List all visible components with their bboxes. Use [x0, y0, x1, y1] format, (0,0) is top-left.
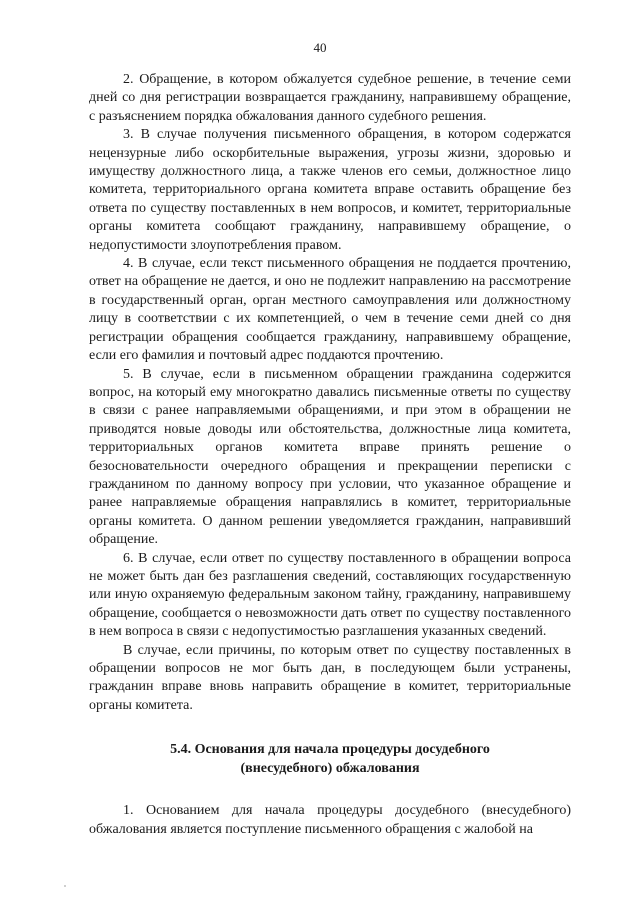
paragraph-5-4-1: 1. Основанием для начала процедуры досудебного (внесудебного) обжалования является поступление письменного обращения с жалобой на: [89, 803, 571, 837]
section-heading-line-2: (внесудебного) обжалования: [240, 761, 420, 777]
paragraph-4: 4. В случае, если текст письменного обращения не поддается прочтению, ответ на обращение не дается, и оно не подлежит направлению на рассмотрение в государственный орган, орган местного самоуправления или должностному лицу в соответствии с их компетенцией, о чем в течение семи дней со дня регистрации обращения сообщается гражданину, направившему обращение, если его фамилия и почтовый адрес поддаются прочтению.: [89, 256, 571, 364]
section-heading: [89, 740, 571, 778]
paragraph-6-continuation: В случае, если причины, по которым ответ по существу поставленных в обращении вопросов не мог быть дан, в последующем были устранены, гражданин вправе вновь направить обращение в комитет, территориальные органы комитета.: [89, 642, 571, 713]
paragraph-3: 3. В случае получения письменного обращения, в котором содержатся нецензурные либо оскорбительные выражения, угрозы жизни, здоровью и имуществу должностного лица, а также членов его семьи, должностное лицо комитета, территориального органа комитета вправе оставить обращение без ответа по существу поставленных в нем вопросов, и комитет, территориальные органы комитета сообщают гражданину, направившему обращение, о недопустимости злоупотребления правом.: [89, 127, 571, 253]
section-heading-line-1: 5.4. Основания для начала процедуры досудебного: [170, 742, 490, 758]
paragraph-2: 2. Обращение, в котором обжалуется судебное решение, в течение семи дней со дня регистрации возвращается гражданину, направившему обращение, с разъяснением порядка обжалования данного судебного решения.: [89, 72, 571, 124]
paragraph-6: 6. В случае, если ответ по существу поставленного в обращении вопроса не может быть дан без разглашения сведений, составляющих государственную или иную охраняемую федеральным законом тайну, гражданину, направившему обращение, сообщается о невозможности дать ответ по существу поставленного в нем вопроса в связи с недопустимостью разглашения указанных сведений.: [89, 550, 571, 640]
paragraph-5: 5. В случае, если в письменном обращении гражданина содержится вопрос, на который ему многократно давались письменные ответы по существу в связи с ранее направляемыми обращениями, и при этом в обращении не приводятся новые доводы или обстоятельства, должностные лица комитета, территориальных органов комитета вправе принять решение о безосновательности очередного обращения и прекращении переписки с гражданином по данному вопросу при условии, что указанное обращение и ранее направляемые обращения направлялись в комитет, территориальные органы комитета. О данном решении уведомляется гражданин, направивший обращение.: [89, 366, 571, 548]
scan-speck: [64, 885, 66, 887]
page-number: 40: [313, 40, 327, 55]
document-body: [89, 71, 571, 839]
